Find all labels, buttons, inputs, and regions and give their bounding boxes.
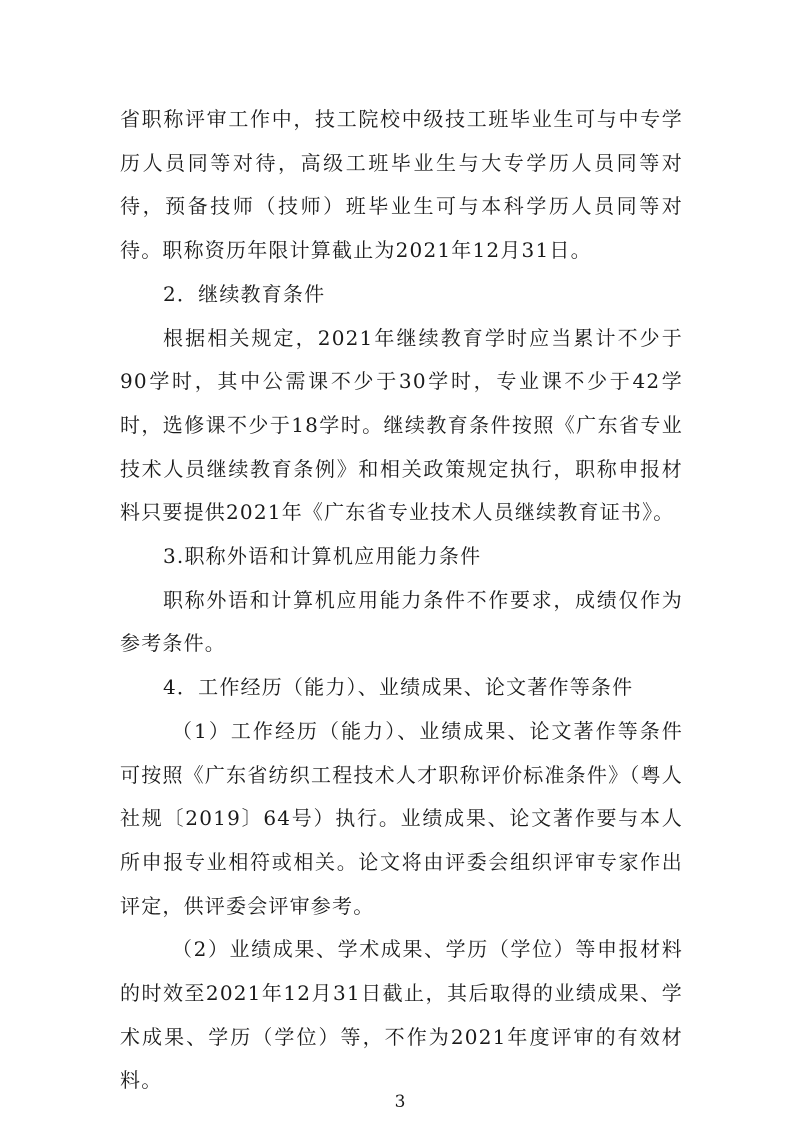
paragraph-qualification-continued: 省职称评审工作中，技工院校中级技工班毕业生可与中专学历人员同等对待，高级工班毕业生与大专学历人员同等对待，预备技师（技师）班毕业生可与本科学历人员同等对待。职称资历年限计算截止为2021年12月31日。 [120,107,683,263]
paragraph-language-computer: 职称外语和计算机应用能力条件不作要求，成绩仅作为参考条件。 [120,587,683,656]
page-number: 3 [394,1092,406,1112]
paragraph-work-experience-2: （2）业绩成果、学术成果、学历（学位）等申报材料的时效至2021年12月31日截止，其后取得的业绩成果、学术成果、学历（学位）等，不作为2021年度评审的有效材料。 [120,937,683,1093]
section-heading-language-computer: 3.职称外语和计算机应用能力条件 [163,544,482,569]
section-heading-continuing-education: 2．继续教育条件 [163,281,326,306]
paragraph-continuing-education: 根据相关规定，2021年继续教育学时应当累计不少于90学时，其中公需课不少于30学时，专业课不少于42学时，选修课不少于18学时。继续教育条件按照《广东省专业技术人员继续教育条例》和相关政策规定执行，职称申报材料只要提供2021年《广东省专业技术人员继续教育证书》。 [120,325,683,525]
section-heading-work-experience: 4．工作经历（能力）、业绩成果、论文著作等条件 [163,675,634,700]
paragraph-work-experience-1: （1）工作经历（能力）、业绩成果、论文著作等条件可按照《广东省纺织工程技术人才职称评价标准条件》（粤人社规〔2019〕64号）执行。业绩成果、论文著作要与本人所申报专业相符或相关。论文将由评委会组织评审专家作出评定，供评委会评审参考。 [120,718,683,918]
document-body [120,98,683,1103]
